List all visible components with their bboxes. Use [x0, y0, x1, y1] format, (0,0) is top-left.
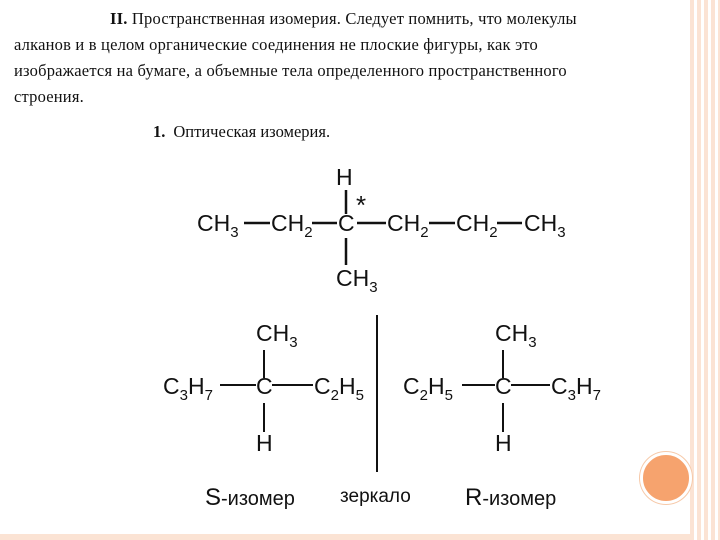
chiral-star: * — [356, 190, 367, 220]
r-isomer-left-c2h5: $C_2H_5$ — [403, 373, 453, 404]
top-ch3-left: $CH_3$ — [197, 210, 239, 241]
top-ch2-a: $CH_2$ — [271, 210, 313, 241]
section-numeral: II. — [110, 9, 128, 28]
top-ch3-bottom: $CH_3$ — [336, 265, 378, 296]
s-isomer-top-ch3: $CH_3$ — [256, 320, 298, 351]
top-c-center: C — [338, 210, 355, 236]
top-h-atom: H — [336, 164, 353, 190]
paragraph-line-1-text: Пространственная изомерия. Следует помнить, что молекулы — [131, 9, 577, 28]
subsection-number: 1. — [153, 122, 166, 141]
top-ch2-c: $CH_2$ — [456, 210, 498, 241]
paragraph-line-4: строения. — [14, 87, 84, 106]
s-isomer-right-c2h5: $C_2H_5$ — [314, 373, 364, 404]
paragraph-line-2: алканов и в целом органические соединения не плоские фигуры, как это — [14, 35, 538, 54]
s-isomer-left-c3h7: $C_3H_7$ — [163, 373, 213, 404]
r-isomer-right-c3h7: $C_3H_7$ — [551, 373, 601, 404]
r-isomer-label: R-изомер — [465, 484, 557, 511]
r-isomer-top-ch3: $CH_3$ — [495, 320, 537, 351]
r-isomer-bottom-h: H — [495, 430, 512, 456]
mirror-label: зеркало — [340, 486, 411, 507]
subsection-title: Оптическая изомерия. — [173, 122, 331, 141]
r-isomer-center-c: C — [495, 373, 512, 399]
top-ch2-b: $CH_2$ — [387, 210, 429, 241]
s-isomer-center-c: C — [256, 373, 273, 399]
s-isomer-bottom-h: H — [256, 430, 273, 456]
s-isomer-label: S-изомер — [205, 484, 295, 511]
top-ch3-right: $CH_3$ — [524, 210, 566, 241]
paragraph-line-3: изображается на бумаге, а объемные тела определенного пространственного — [14, 61, 567, 80]
